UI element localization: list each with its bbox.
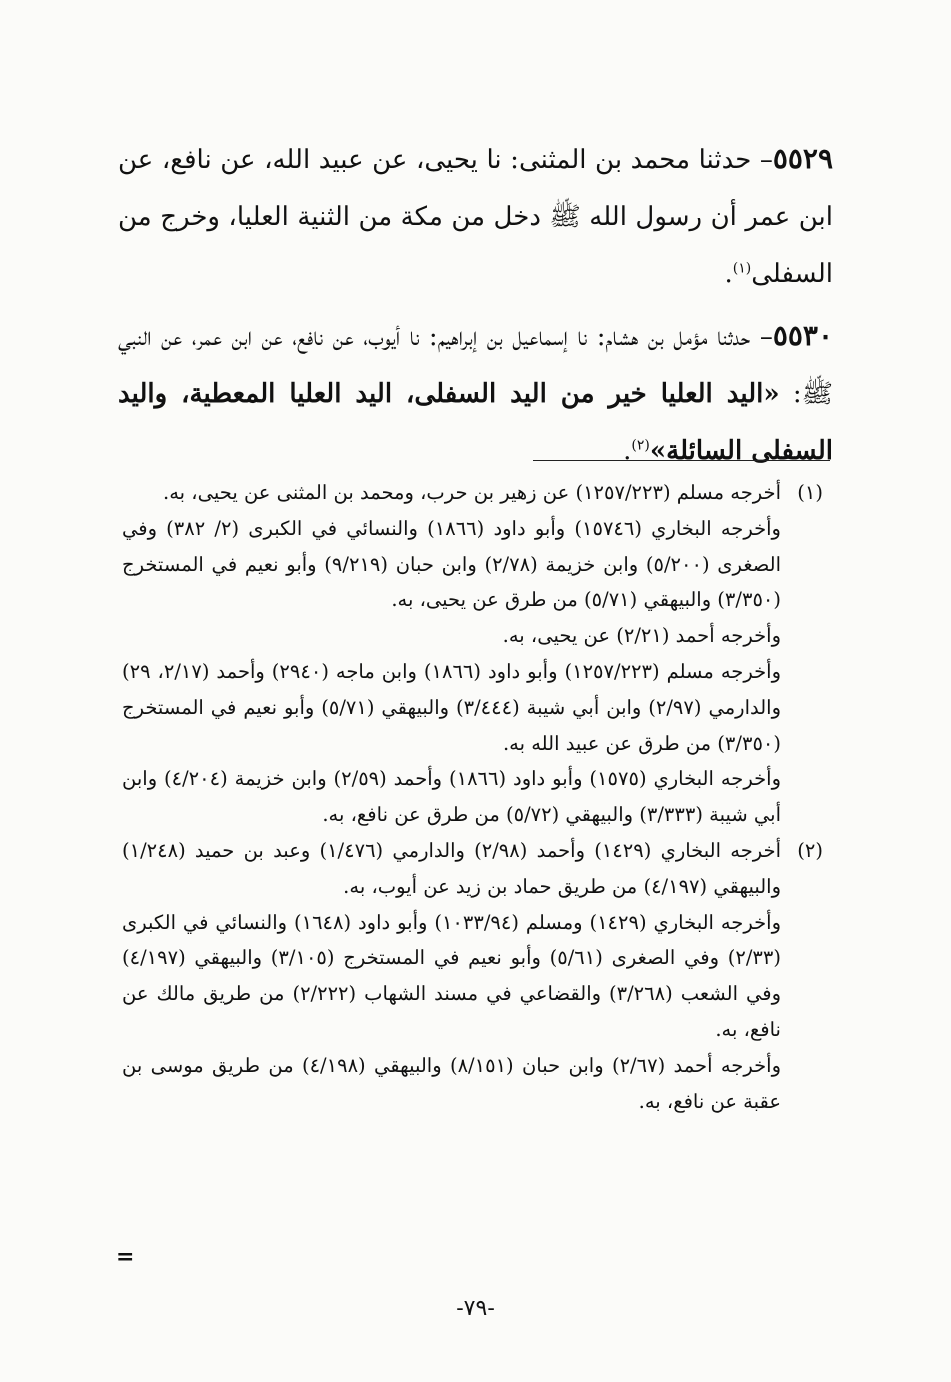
footnotes bbox=[122, 475, 823, 1119]
hadith-text: – حدثنا مؤمل بن هشام: نا إسماعيل بن إبراهيم: نا أيوب، عن نافع، عن ابن عمر، عن النبي ﷺ: bbox=[118, 322, 833, 409]
footnote-ref: (٢) bbox=[631, 437, 650, 454]
hadith-number: ٥٥٢٩ bbox=[772, 142, 833, 175]
hadith-end: . bbox=[623, 436, 632, 466]
continuation-mark: = bbox=[116, 1244, 135, 1270]
footnote-marker: (١) bbox=[797, 481, 823, 504]
footnote-line: وأخرجه البخاري (١٤٢٩) ومسلم (١٠٣٣/٩٤) وأبو داود (١٦٤٨) والنسائي في الكبرى (٢/٣٣) وفي الصغرى (٥/٦١) وأبو نعيم في المستخرج (٣/١٠٥) والبيهقي (٤/١٩٧) وفي الشعب (٣/٢٦٨) والقضاعي في مسند الشهاب (٢/٢٢٢) من طريق مالك عن نافع، به. bbox=[122, 910, 781, 1041]
hadith-5530 bbox=[118, 307, 833, 480]
hadith-matn: «اليد العليا خير من اليد السفلى، اليد العليا المعطية، واليد السفلى السائلة» bbox=[118, 379, 833, 466]
footnote-separator bbox=[533, 460, 830, 461]
hadith-5529 bbox=[118, 130, 833, 303]
main-text bbox=[118, 130, 833, 480]
footnote-line: وأخرجه أحمد (٢/٦٧) وابن حبان (٨/١٥١) والبيهقي (٤/١٩٨) من طريق موسى بن عقبة عن نافع، به. bbox=[122, 1053, 781, 1113]
footnote-line: وأخرجه البخاري (١٥٧٤٦) وأبو داود (١٨٦٦) والنسائي في الكبرى (٢/ ٣٨٢) وفي الصغرى (٥/٢٠٠) وابن خزيمة (٢/٧٨) وابن حبان (٩/٢١٩) وأبو نعيم في المستخرج (٣/٣٥٠) والبيهقي (٥/٧١) من طرق عن يحيى، به. bbox=[122, 516, 781, 612]
footnote-ref: (١) bbox=[732, 260, 752, 277]
hadith-number: ٥٥٣٠ bbox=[772, 319, 833, 352]
footnote-line: وأخرجه البخاري (١٥٧٥) وأبو داود (١٨٦٦) وأحمد (٢/٥٩) وابن خزيمة (٤/٢٠٤) وابن أبي شيبة (٣/٣٣٣) والبيهقي (٥/٧٢) من طرق عن نافع، به. bbox=[122, 767, 781, 827]
footnote-line: أخرجه مسلم (١٢٥٧/٢٢٣) عن زهير بن حرب، ومحمد بن المثنى عن يحيى، به. bbox=[163, 481, 781, 504]
page-number: -٧٩- bbox=[456, 1296, 495, 1321]
hadith-text: – حدثنا محمد بن المثنى: نا يحيى، عن عبيد الله، عن نافع، عن ابن عمر أن رسول الله ﷺ دخل من مكة من الثنية العليا، وخرج من السفلى bbox=[118, 145, 833, 289]
footnote-marker: (٢) bbox=[797, 838, 823, 862]
footnote-line: وأخرجه مسلم (١٢٥٧/٢٢٣) وأبو داود (١٨٦٦) وابن ماجه (٢٩٤٠) وأحمد (٢/١٧، ٢٩) والدارمي (٢/٩٧) وابن أبي شيبة (٣/٤٤٤) والبيهقي (٥/٧١) وأبو نعيم في المستخرج (٣/٣٥٠) من طرق عن عبيد الله به. bbox=[122, 659, 782, 755]
footnote-2 bbox=[122, 833, 823, 905]
footnote-1 bbox=[122, 475, 823, 511]
footnote-line: أخرجه البخاري (١٤٢٩) وأحمد (٢/٩٨) والدارمي (١/٤٧٦) وعبد بن حميد (١/٢٤٨) والبيهقي (٤/١٩٧) من طريق حماد بن زيد عن أيوب، به. bbox=[122, 838, 781, 898]
hadith-end: . bbox=[724, 259, 733, 289]
footnote-line: وأخرجه أحمد (٢/٢١) عن يحيى، به. bbox=[502, 624, 781, 648]
